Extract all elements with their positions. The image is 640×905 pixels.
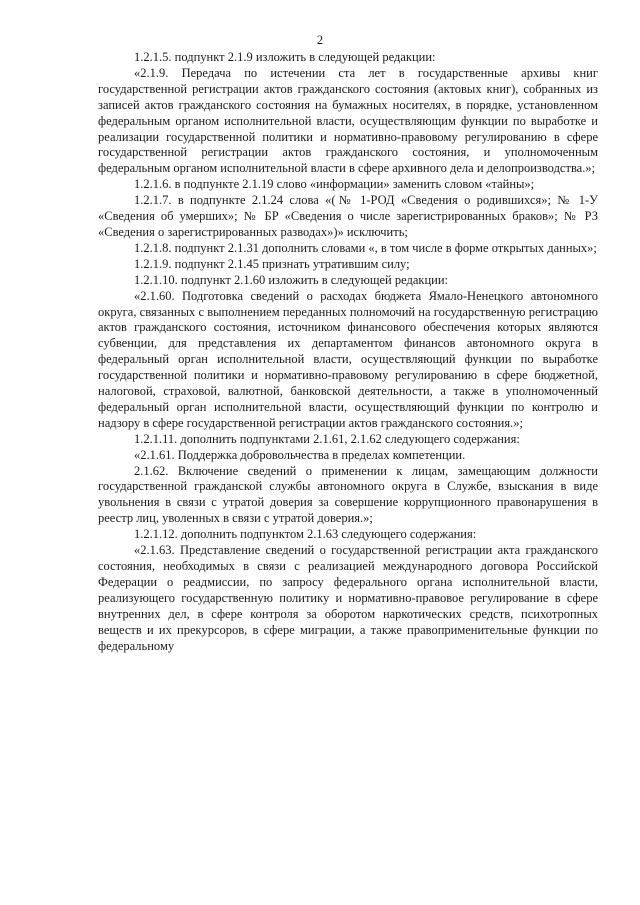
paragraph: «2.1.63. Представление сведений о государственной регистрации акта гражданского состояния, необходимых в связи с реализацией международного договора Российской Федерации о реадмиссии, по запросу федерального органа исполнительной власти, реализующего государственную политику и нормативно-правовое регулирование в сфере внутренних дел, в сфере контроля за оборотом наркотических средств, психотропных веществ и их прекурсоров, в сфере миграции, а также правоприменительные функции по федеральному — [98, 543, 598, 653]
paragraph: «2.1.60. Подготовка сведений о расходах бюджета Ямало-Ненецкого автономного округа, связанных с выполнением переданных полномочий на государственную регистрацию актов гражданского состояния, источником финансового обеспечения которых являются субвенции, для представления их департаментом финансов автономного округа в федеральный орган исполнительной власти, осуществляющий функции по выработке государственной политики и нормативно-правовому регулированию в сфере бюджетной, налоговой, страховой, валютной, банковской деятельности, а также в уполномоченный федеральный орган исполнительной власти, осуществляющий функции по контролю и надзору в сфере государственной регистрации актов гражданского состояния.»; — [98, 288, 598, 430]
paragraph: 1.2.1.11. дополнить подпунктами 2.1.61, 2.1.62 следующего содержания: — [134, 431, 520, 446]
paragraph: 1.2.1.6. в подпункте 2.1.19 слово «информации» заменить словом «тайны»; — [134, 177, 535, 192]
paragraph: 1.2.1.10. подпункт 2.1.60 изложить в следующей редакции: — [134, 272, 449, 287]
page-number: 2 — [316, 33, 324, 47]
paragraph: 2.1.62. Включение сведений о применении к лицам, замещающим должности государственной гражданской службы автономного округа в Службе, взыскания в виде увольнения в связи с утратой доверия за совершение коррупционного правонарушения в реестр лиц, уволенных в связи с утратой доверия.»; — [98, 463, 598, 526]
paragraph: 1.2.1.8. подпункт 2.1.31 дополнить словами «, в том числе в форме открытых данных»; — [134, 240, 597, 255]
document-body — [98, 50, 598, 654]
paragraph: 1.2.1.9. подпункт 2.1.45 признать утратившим силу; — [134, 256, 410, 271]
paragraph: 1.2.1.12. дополнить подпунктом 2.1.63 следующего содержания: — [134, 527, 477, 542]
paragraph: «2.1.61. Поддержка добровольчества в пределах компетенции. — [134, 447, 466, 462]
paragraph: 1.2.1.7. в подпункте 2.1.24 слова «(№ 1-РОД «Сведения о родившихся»; № 1-У «Сведения об умерших»; № БР «Сведения о числе зарегистрированных браков»; № РЗ «Сведения о зарегистрированных разводах»)» исключить; — [98, 193, 598, 239]
paragraph: 1.2.1.5. подпункт 2.1.9 изложить в следующей редакции: — [134, 50, 436, 64]
paragraph: «2.1.9. Передача по истечении ста лет в государственные архивы книг государственной регистрации актов гражданского состояния (актовых книг), собранных из записей актов гражданского состояния на бумажных носителях, в порядке, установленном федеральным органом исполнительной власти, осуществляющим функции по выработке и реализации государственной политики и нормативно-правовому регулированию в сфере государственной регистрации актов гражданского состояния, и уполномоченным федеральным органом исполнительной власти в сфере архивного дела и делопроизводства.»; — [98, 65, 598, 176]
